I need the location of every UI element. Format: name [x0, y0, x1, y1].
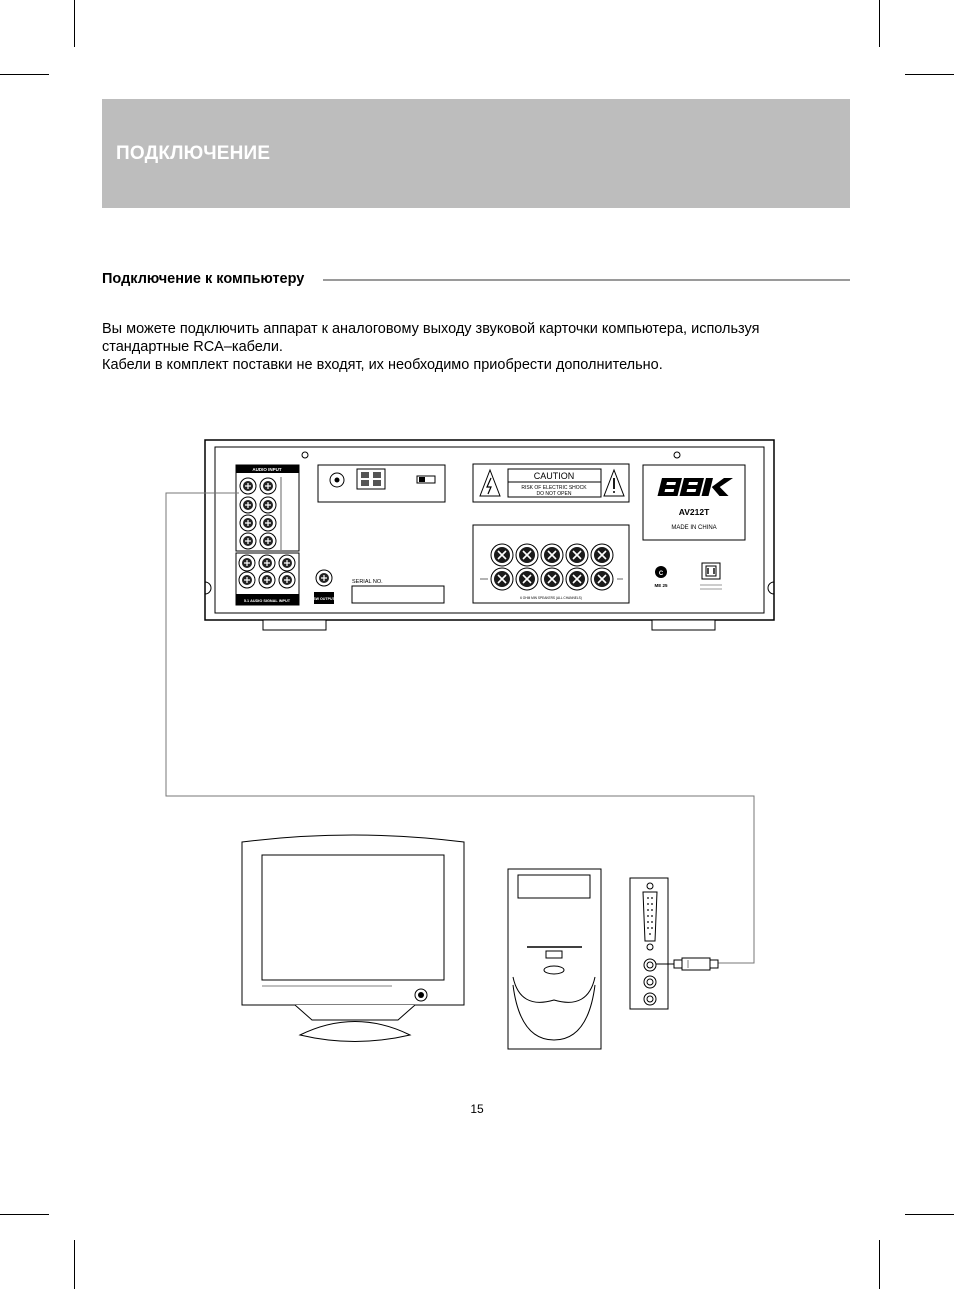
body-line: стандартные RCA–кабели. [102, 339, 283, 355]
brand-plate [643, 465, 745, 540]
svg-text:С: С [658, 571, 664, 577]
sw-output-label: SW OUTPUT [313, 597, 335, 601]
antenna-block [318, 465, 445, 502]
caution-title: CAUTION [533, 471, 575, 481]
receiver-rear-panel [205, 440, 774, 630]
audio-input-label: AUDIO INPUT [252, 467, 282, 472]
page-number: 15 [470, 1102, 484, 1116]
serial-label: SERIAL NO. [352, 579, 383, 585]
speaker-note: 6 OHM MIN SPEAKERS (ALL CHANNELS) [520, 596, 582, 600]
made-in-label: MADE IN CHINA [671, 525, 717, 531]
page-title: ПОДКЛЮЧЕНИЕ [116, 143, 271, 164]
body-line: Вы можете подключить аппарат к аналоговому выходу звуковой карточки компьютера, используя [102, 321, 760, 337]
surround-input-block [236, 553, 299, 605]
power-inlet [700, 563, 722, 589]
pc-tower [508, 869, 601, 1049]
caution-label [473, 464, 629, 502]
monitor [242, 835, 464, 1042]
caution-text: DO NOT OPEN [536, 491, 572, 497]
speaker-terminals [473, 525, 629, 603]
sound-card-bracket [630, 878, 668, 1009]
caution-text: RISK OF ELECTRIC SHOCK [521, 485, 587, 491]
audio-input-block [236, 465, 299, 551]
model-label: AV212T [678, 507, 710, 517]
cert-label: МЕ 25 [654, 583, 668, 588]
surround-input-label: 5.1 AUDIO SIGNAL INPUT [243, 599, 291, 603]
section-title: Подключение к компьютеру [102, 271, 305, 287]
body-line: Кабели в комплект поставки не входят, их необходимо приобрести дополнительно. [102, 357, 663, 373]
